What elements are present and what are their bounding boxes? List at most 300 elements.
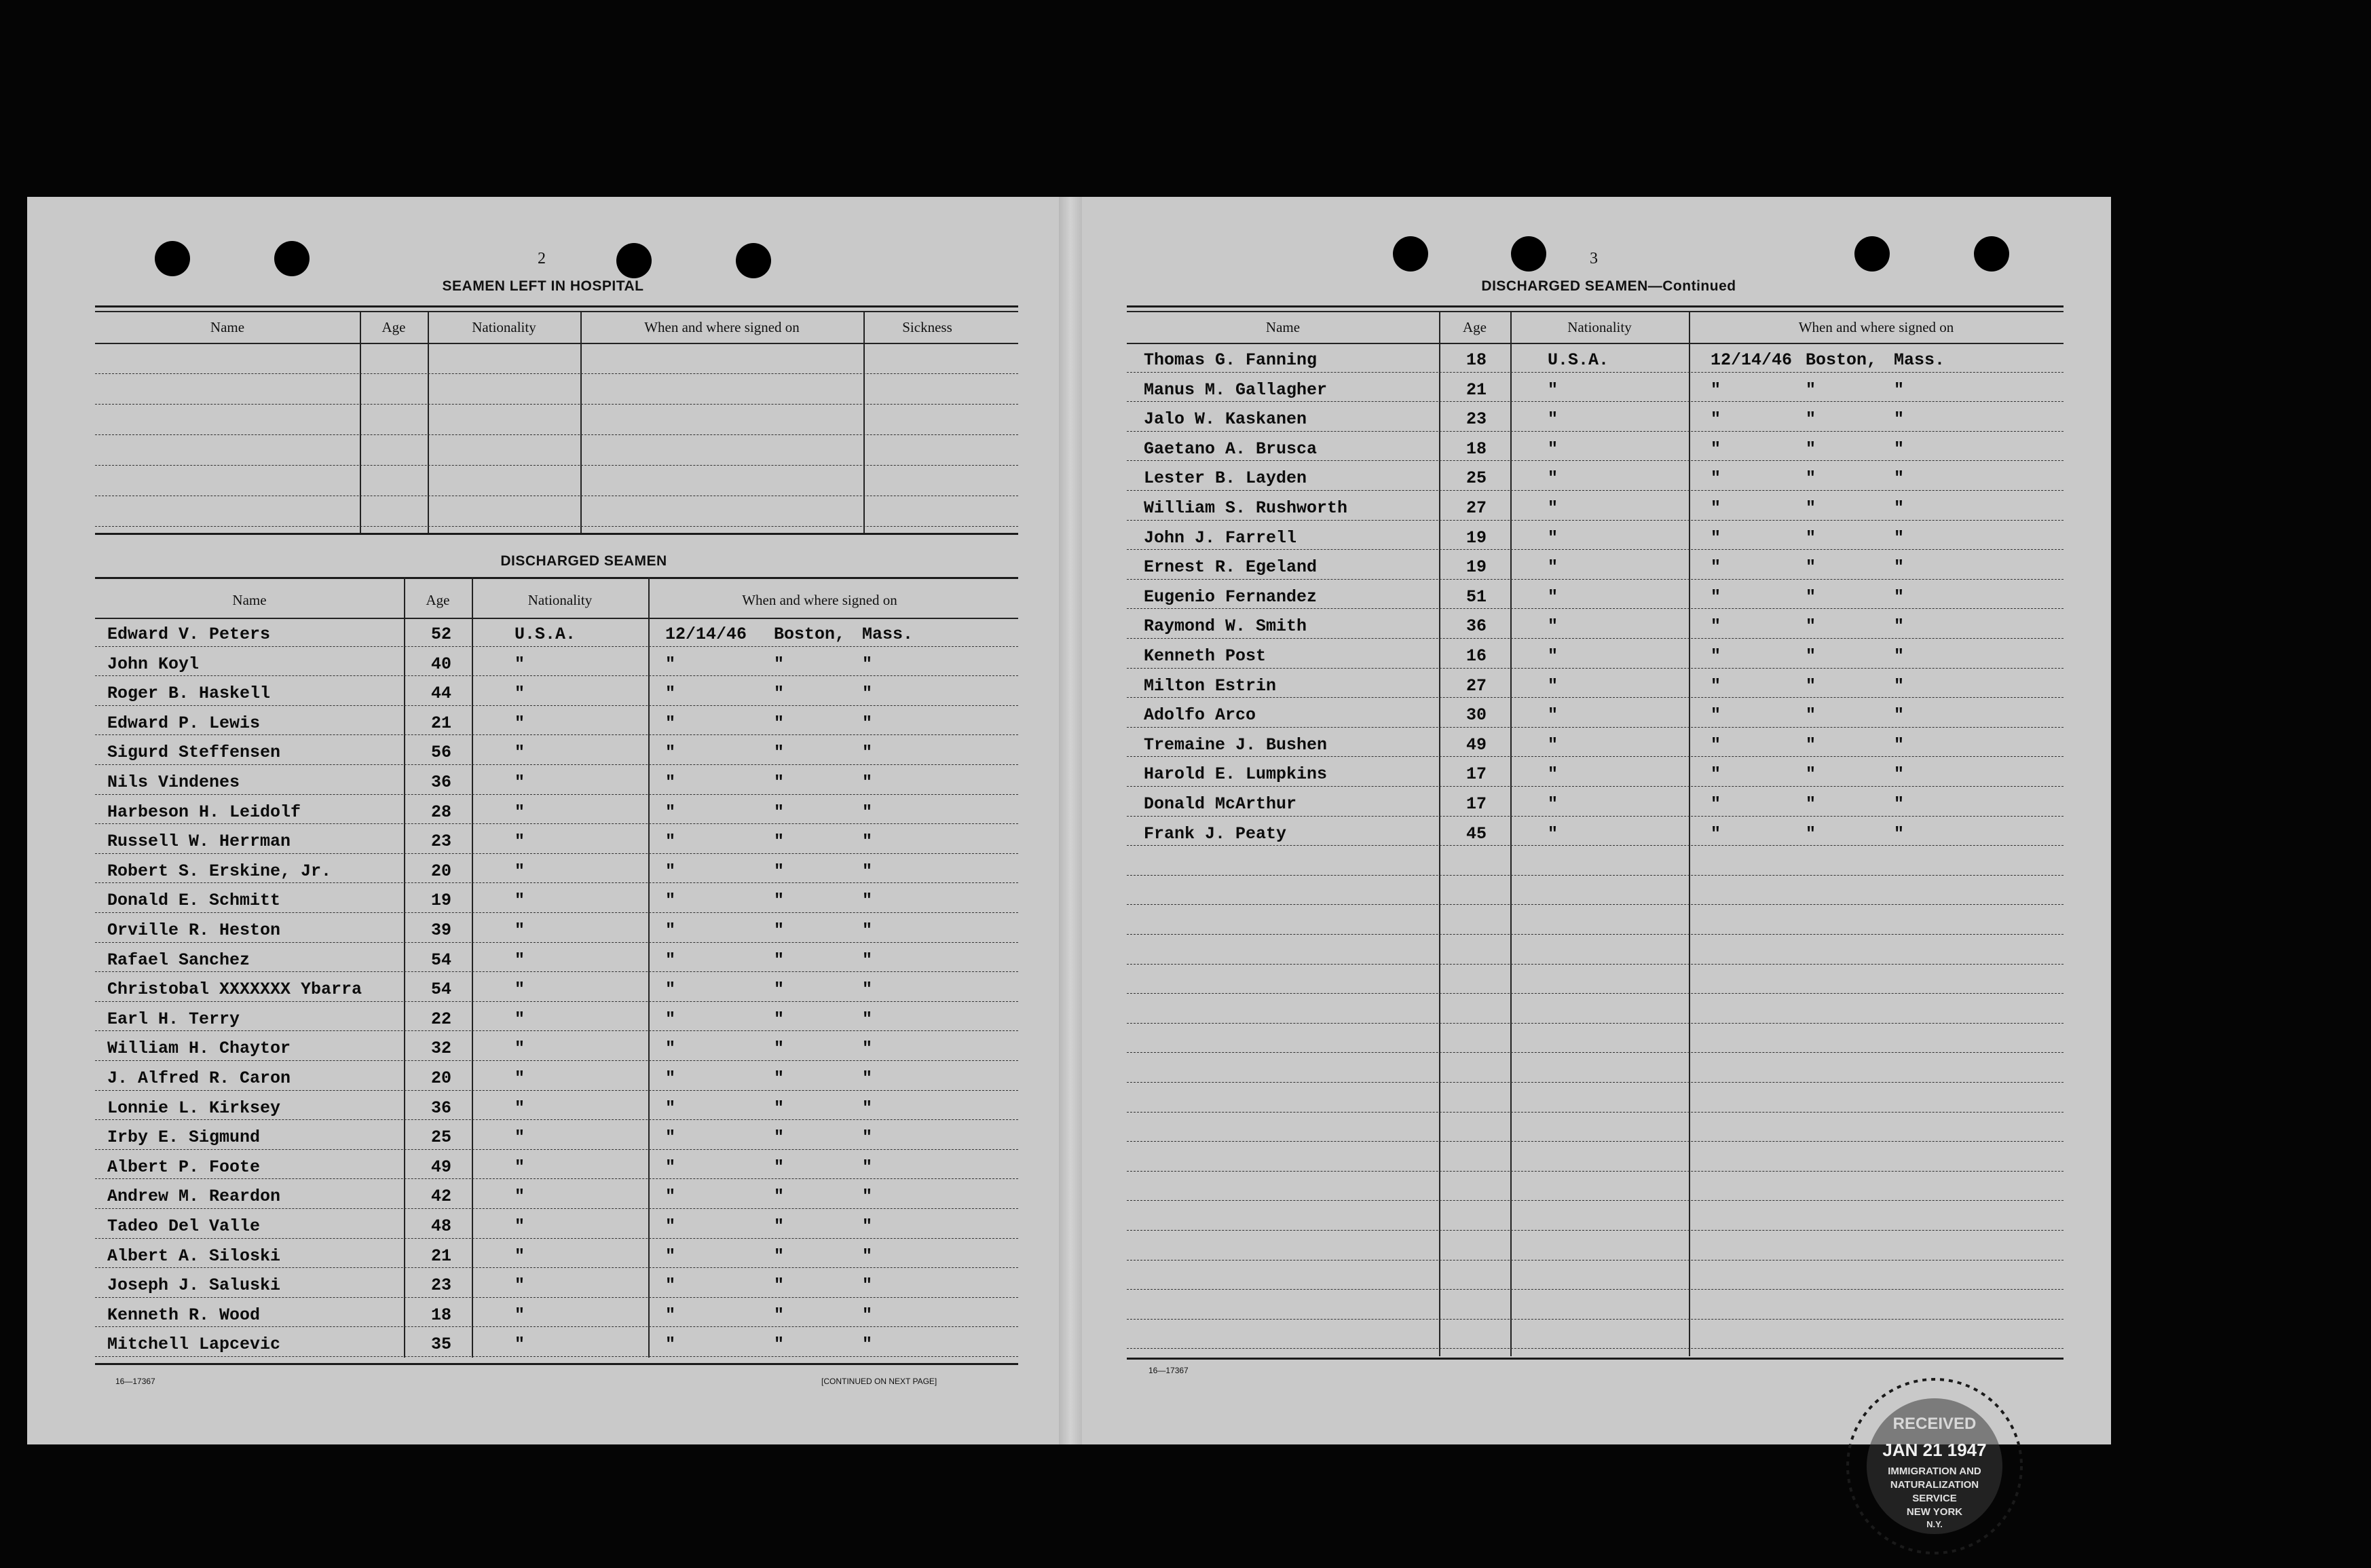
seaman-nationality: " [1548, 646, 1558, 666]
signed-on-place: " [774, 1216, 785, 1236]
seaman-age: 35 [431, 1334, 452, 1355]
signed-on-state: " [862, 1098, 873, 1118]
signed-on-place: " [1806, 616, 1816, 637]
table-row-line [1127, 1023, 2064, 1024]
seaman-age: 19 [1466, 557, 1487, 578]
seaman-age: 18 [1466, 438, 1487, 459]
table-row-line [1127, 1319, 2064, 1320]
seaman-name: Eugenio Fernandez [1144, 586, 1318, 607]
signed-on-place: " [774, 1127, 785, 1148]
signed-on-date: " [665, 743, 676, 763]
signed-on-place: " [774, 861, 785, 881]
signed-on-date: " [665, 1216, 676, 1236]
table-row-line [1127, 579, 2064, 580]
signed-on-state: " [862, 891, 873, 911]
discharged-section-title: DISCHARGED SEAMEN [500, 553, 667, 569]
stamp-line: NEW YORK [1906, 1506, 1963, 1518]
signed-on-state: " [1894, 468, 1905, 489]
table-top-rule [1127, 305, 2064, 307]
seaman-age: 17 [1466, 794, 1487, 814]
seaman-name: Tadeo Del Valle [107, 1216, 261, 1236]
signed-on-state: " [862, 1009, 873, 1029]
seaman-nationality: " [515, 1009, 525, 1029]
signed-on-date: " [1711, 557, 1721, 578]
signed-on-place: " [1806, 823, 1816, 844]
signed-on-date: " [665, 1068, 676, 1088]
seaman-age: 56 [431, 743, 452, 763]
column-header: Nationality [1567, 319, 1632, 335]
table-bottom-rule [95, 1363, 1018, 1365]
signed-on-state: " [1894, 557, 1905, 578]
table-row-line [1127, 1230, 2064, 1231]
seaman-age: 36 [431, 1098, 452, 1118]
seaman-name: John J. Farrell [1144, 527, 1297, 548]
column-header: Age [426, 592, 450, 608]
table-row-line [95, 434, 1018, 435]
stamp-line: JAN 21 1947 [1882, 1440, 1987, 1460]
signed-on-date: " [665, 802, 676, 822]
seaman-nationality: " [515, 1216, 525, 1236]
seaman-nationality: " [1548, 468, 1558, 489]
punch-hole [155, 241, 190, 276]
seaman-name: William H. Chaytor [107, 1039, 291, 1059]
signed-on-state: " [862, 861, 873, 881]
column-header: Name [232, 592, 267, 608]
punch-hole [274, 241, 310, 276]
seaman-name: Edward V. Peters [107, 624, 271, 644]
signed-on-state: " [862, 979, 873, 1000]
signed-on-state: " [862, 832, 873, 852]
seaman-age: 17 [1466, 764, 1487, 785]
table-row-line [1127, 697, 2064, 698]
seaman-nationality: " [1548, 734, 1558, 755]
seaman-nationality: " [515, 684, 525, 704]
seaman-name: Harold E. Lumpkins [1144, 764, 1328, 785]
seaman-nationality: " [515, 950, 525, 970]
table-row-line [95, 526, 1018, 527]
seaman-name: Raymond W. Smith [1144, 616, 1307, 637]
seaman-nationality: " [1548, 675, 1558, 696]
seaman-name: Kenneth Post [1144, 646, 1267, 666]
table-row-line [95, 675, 1018, 676]
signed-on-date: " [1711, 616, 1721, 637]
signed-on-date: " [665, 1246, 676, 1266]
seaman-name: Earl H. Terry [107, 1009, 240, 1029]
signed-on-state: " [1894, 734, 1905, 755]
signed-on-place: " [774, 802, 785, 822]
seaman-age: 44 [431, 684, 452, 704]
seaman-name: Roger B. Haskell [107, 684, 271, 704]
seaman-nationality: " [1548, 823, 1558, 844]
signed-on-date: 12/14/46 [1711, 350, 1793, 370]
table-row-line [95, 942, 1018, 943]
seaman-age: 21 [431, 1246, 452, 1266]
stamp-line: NATURALIZATION [1890, 1479, 1979, 1491]
punch-hole [736, 243, 771, 278]
seaman-nationality: " [1548, 616, 1558, 637]
signed-on-place: " [1806, 586, 1816, 607]
seaman-age: 28 [431, 802, 452, 822]
stamp-line: RECEIVED [1892, 1415, 1977, 1433]
signed-on-state: " [1894, 705, 1905, 726]
signed-on-state: " [862, 743, 873, 763]
signed-on-place: Boston, [1806, 350, 1878, 370]
table-row-line [95, 794, 1018, 795]
seaman-age: 32 [431, 1039, 452, 1059]
seaman-nationality: " [1548, 409, 1558, 430]
signed-on-state: " [1894, 675, 1905, 696]
signed-on-state: " [862, 1068, 873, 1088]
signed-on-state: " [1894, 438, 1905, 459]
signed-on-state: " [862, 1334, 873, 1355]
table-row-line [1127, 1082, 2064, 1083]
table-row-line [1127, 1260, 2064, 1261]
seaman-nationality: " [515, 1246, 525, 1266]
seaman-nationality: " [515, 1334, 525, 1355]
seaman-nationality: " [515, 713, 525, 733]
seaman-age: 36 [431, 772, 452, 792]
seaman-age: 49 [1466, 734, 1487, 755]
signed-on-state: " [862, 950, 873, 970]
signed-on-state: " [1894, 794, 1905, 814]
seaman-name: Lonnie L. Kirksey [107, 1098, 281, 1118]
stamp-line: SERVICE [1912, 1493, 1957, 1504]
seaman-age: 45 [1466, 823, 1487, 844]
seaman-nationality: " [515, 1068, 525, 1088]
seaman-name: Gaetano A. Brusca [1144, 438, 1318, 459]
column-divider [1689, 311, 1690, 1356]
table-row-line [1127, 490, 2064, 491]
signed-on-state: " [1894, 823, 1905, 844]
table-row-line [1127, 638, 2064, 639]
seaman-name: Thomas G. Fanning [1144, 350, 1318, 370]
table-row-line [95, 1001, 1018, 1002]
signed-on-state: " [862, 1216, 873, 1236]
seaman-nationality: " [515, 802, 525, 822]
seaman-nationality: " [1548, 379, 1558, 400]
signed-on-state: " [1894, 764, 1905, 785]
signed-on-date: " [1711, 823, 1721, 844]
seaman-nationality: " [515, 920, 525, 940]
punch-hole [1974, 236, 2009, 272]
seaman-nationality: " [515, 1275, 525, 1296]
seaman-age: 18 [1466, 350, 1487, 370]
punch-hole [1854, 236, 1890, 272]
table-row-line [95, 882, 1018, 883]
seaman-nationality: " [515, 832, 525, 852]
discharged-continued-title: DISCHARGED SEAMEN—Continued [1481, 278, 1736, 294]
table-row-line [1127, 816, 2064, 817]
seaman-name: Harbeson H. Leidolf [107, 802, 301, 822]
signed-on-date: " [1711, 794, 1721, 814]
signed-on-date: " [1711, 498, 1721, 518]
column-divider [404, 577, 405, 1358]
table-row-line [95, 1356, 1018, 1357]
table-row-line [95, 853, 1018, 854]
table-row-line [95, 1149, 1018, 1150]
signed-on-date: " [1711, 468, 1721, 489]
punch-hole [1511, 236, 1546, 272]
seaman-name: Lester B. Layden [1144, 468, 1307, 489]
seaman-age: 19 [1466, 527, 1487, 548]
table-row-line [95, 1060, 1018, 1061]
table-row-line [1127, 608, 2064, 609]
seaman-name: Donald E. Schmitt [107, 891, 281, 911]
signed-on-date: " [665, 1098, 676, 1118]
seaman-nationality: " [1548, 438, 1558, 459]
table-row-line [1127, 668, 2064, 669]
table-row-line [1127, 1200, 2064, 1201]
table-row-line [95, 1326, 1018, 1327]
seaman-nationality: " [515, 1157, 525, 1177]
signed-on-state: " [1894, 379, 1905, 400]
seaman-age: 27 [1466, 675, 1487, 696]
signed-on-state: " [1894, 498, 1905, 518]
signed-on-place: " [774, 713, 785, 733]
seaman-age: 16 [1466, 646, 1487, 666]
table-row-line [1127, 431, 2064, 432]
signed-on-place: " [1806, 498, 1816, 518]
signed-on-date: " [665, 684, 676, 704]
signed-on-date: " [1711, 438, 1721, 459]
table-top-rule [95, 577, 1018, 579]
signed-on-date: " [665, 1039, 676, 1059]
signed-on-place: " [774, 1334, 785, 1355]
signed-on-place: " [1806, 438, 1816, 459]
seaman-name: Edward P. Lewis [107, 713, 261, 733]
header-rule [1127, 343, 2064, 344]
signed-on-place: " [774, 1187, 785, 1207]
signed-on-date: " [665, 1009, 676, 1029]
seaman-age: 19 [431, 891, 452, 911]
signed-on-state: " [1894, 586, 1905, 607]
received-stamp [1833, 1364, 2036, 1568]
signed-on-state: " [862, 684, 873, 704]
signed-on-state: " [862, 772, 873, 792]
signed-on-date: " [665, 861, 676, 881]
signed-on-state: " [1894, 409, 1905, 430]
signed-on-place: " [1806, 646, 1816, 666]
table-row-line [95, 1208, 1018, 1209]
table-row-line [1127, 934, 2064, 935]
signed-on-state: " [862, 1246, 873, 1266]
seaman-name: J. Alfred R. Caron [107, 1068, 291, 1088]
signed-on-state: " [862, 1127, 873, 1148]
seaman-age: 54 [431, 979, 452, 1000]
seaman-name: Sigurd Steffensen [107, 743, 281, 763]
table-row-line [95, 404, 1018, 405]
column-divider [648, 577, 650, 1358]
signed-on-place: " [774, 1157, 785, 1177]
signed-on-place: " [774, 1246, 785, 1266]
seaman-age: 42 [431, 1187, 452, 1207]
table-row-line [1127, 993, 2064, 994]
signed-on-place: " [774, 772, 785, 792]
signed-on-place: " [774, 654, 785, 674]
page-number: 2 [538, 250, 546, 267]
signed-on-place: " [774, 743, 785, 763]
signed-on-date: " [665, 1305, 676, 1325]
signed-on-place: " [1806, 379, 1816, 400]
table-row-line [1127, 845, 2064, 846]
seaman-nationality: " [1548, 705, 1558, 726]
seaman-age: 23 [431, 1275, 452, 1296]
table-row-line [1127, 460, 2064, 461]
signed-on-place: " [1806, 409, 1816, 430]
seaman-name: Nils Vindenes [107, 772, 240, 792]
signed-on-place: " [774, 1068, 785, 1088]
seaman-age: 40 [431, 654, 452, 674]
signed-on-place: " [774, 979, 785, 1000]
table-top-rule [95, 305, 1018, 307]
seaman-name: Adolfo Arco [1144, 705, 1256, 726]
table-row-line [95, 705, 1018, 706]
signed-on-date: " [665, 920, 676, 940]
seaman-name: Mitchell Lapcevic [107, 1334, 281, 1355]
seaman-name: Orville R. Heston [107, 920, 281, 940]
table-bottom-rule [95, 533, 1018, 535]
signed-on-place: " [774, 684, 785, 704]
signed-on-place: " [774, 950, 785, 970]
seaman-age: 21 [1466, 379, 1487, 400]
signed-on-date: " [1711, 734, 1721, 755]
table-row-line [1127, 549, 2064, 550]
seaman-name: Irby E. Sigmund [107, 1127, 261, 1148]
punch-hole [1393, 236, 1428, 272]
seaman-age: 20 [431, 1068, 452, 1088]
table-row-line [1127, 964, 2064, 965]
seaman-name: Manus M. Gallagher [1144, 379, 1328, 400]
seaman-age: 18 [431, 1305, 452, 1325]
seaman-age: 54 [431, 950, 452, 970]
signed-on-state: " [862, 654, 873, 674]
signed-on-date: " [1711, 705, 1721, 726]
signed-on-state: " [862, 713, 873, 733]
table-top-rule [1127, 311, 2064, 312]
seaman-name: Russell W. Herrman [107, 832, 291, 852]
signed-on-place: Boston, [774, 624, 846, 644]
table-row-line [95, 912, 1018, 913]
continued-note: [CONTINUED ON NEXT PAGE] [821, 1377, 937, 1386]
column-header: Nationality [527, 592, 593, 608]
table-row-line [95, 1178, 1018, 1179]
table-row-line [1127, 875, 2064, 876]
column-divider [1510, 311, 1512, 1356]
seaman-name: Albert A. Siloski [107, 1246, 281, 1266]
table-row-line [1127, 904, 2064, 905]
document-sheet [27, 197, 2111, 1529]
seaman-nationality: " [515, 861, 525, 881]
table-row-line [1127, 1052, 2064, 1053]
signed-on-date: " [665, 979, 676, 1000]
table-row-line [95, 465, 1018, 466]
column-divider [863, 311, 865, 535]
seaman-nationality: " [515, 1187, 525, 1207]
signed-on-date: " [665, 891, 676, 911]
signed-on-place: " [1806, 675, 1816, 696]
seaman-name: Kenneth R. Wood [107, 1305, 261, 1325]
table-row-line [95, 646, 1018, 647]
column-divider [580, 311, 582, 535]
signed-on-date: " [665, 1275, 676, 1296]
seaman-age: 21 [431, 713, 452, 733]
signed-on-date: " [665, 772, 676, 792]
header-rule [95, 343, 1018, 344]
page-number: 3 [1590, 250, 1598, 267]
form-number: 16—17367 [1149, 1366, 1189, 1375]
signed-on-place: " [774, 1305, 785, 1325]
signed-on-place: " [1806, 468, 1816, 489]
form-number: 16—17367 [115, 1377, 155, 1386]
seaman-nationality: " [1548, 557, 1558, 578]
column-header: Name [210, 319, 245, 335]
signed-on-place: " [774, 920, 785, 940]
seaman-age: 25 [431, 1127, 452, 1148]
seaman-nationality: " [515, 654, 525, 674]
seaman-age: 27 [1466, 498, 1487, 518]
signed-on-date: " [1711, 527, 1721, 548]
signed-on-state: Mass. [1894, 350, 1945, 370]
table-row-line [95, 764, 1018, 765]
signed-on-state: " [862, 1157, 873, 1177]
signed-on-date: " [665, 832, 676, 852]
signed-on-date: " [665, 1334, 676, 1355]
signed-on-place: " [774, 1009, 785, 1029]
seaman-age: 22 [431, 1009, 452, 1029]
signed-on-place: " [1806, 764, 1816, 785]
table-row-line [1127, 756, 2064, 757]
seaman-nationality: " [515, 891, 525, 911]
column-header: Name [1265, 319, 1301, 335]
signed-on-place: " [774, 1039, 785, 1059]
seaman-name: Tremaine J. Bushen [1144, 734, 1328, 755]
table-row-line [1127, 1141, 2064, 1142]
punch-hole [616, 243, 652, 278]
column-divider [1439, 311, 1440, 1356]
signed-on-date: " [1711, 379, 1721, 400]
table-row-line [95, 1119, 1018, 1120]
table-row-line [95, 823, 1018, 824]
signed-on-date: 12/14/46 [665, 624, 747, 644]
seaman-nationality: " [1548, 764, 1558, 785]
stamp-line: N.Y. [1926, 1519, 1943, 1529]
table-row-line [1127, 1348, 2064, 1349]
seaman-age: 30 [1466, 705, 1487, 726]
table-row-line [95, 1267, 1018, 1268]
seaman-name: Ernest R. Egeland [1144, 557, 1318, 578]
seaman-nationality: " [1548, 527, 1558, 548]
column-header: Age [381, 319, 406, 335]
table-row-line [1127, 1171, 2064, 1172]
column-header: When and where signed on [644, 319, 800, 335]
seaman-nationality: U.S.A. [1548, 350, 1609, 370]
table-row-line [1127, 520, 2064, 521]
column-header: Age [1463, 319, 1487, 335]
hospital-section-title: SEAMEN LEFT IN HOSPITAL [442, 278, 644, 294]
seaman-name: Frank J. Peaty [1144, 823, 1287, 844]
stamp-line: IMMIGRATION AND [1888, 1466, 1981, 1477]
seaman-age: 20 [431, 861, 452, 881]
signed-on-date: " [665, 1127, 676, 1148]
signed-on-date: " [1711, 675, 1721, 696]
seaman-nationality: " [515, 1039, 525, 1059]
signed-on-date: " [665, 1157, 676, 1177]
signed-on-state: " [862, 1187, 873, 1207]
seaman-name: Jalo W. Kaskanen [1144, 409, 1307, 430]
table-row-line [95, 1090, 1018, 1091]
column-header: When and where signed on [742, 592, 897, 608]
table-row-line [95, 734, 1018, 735]
